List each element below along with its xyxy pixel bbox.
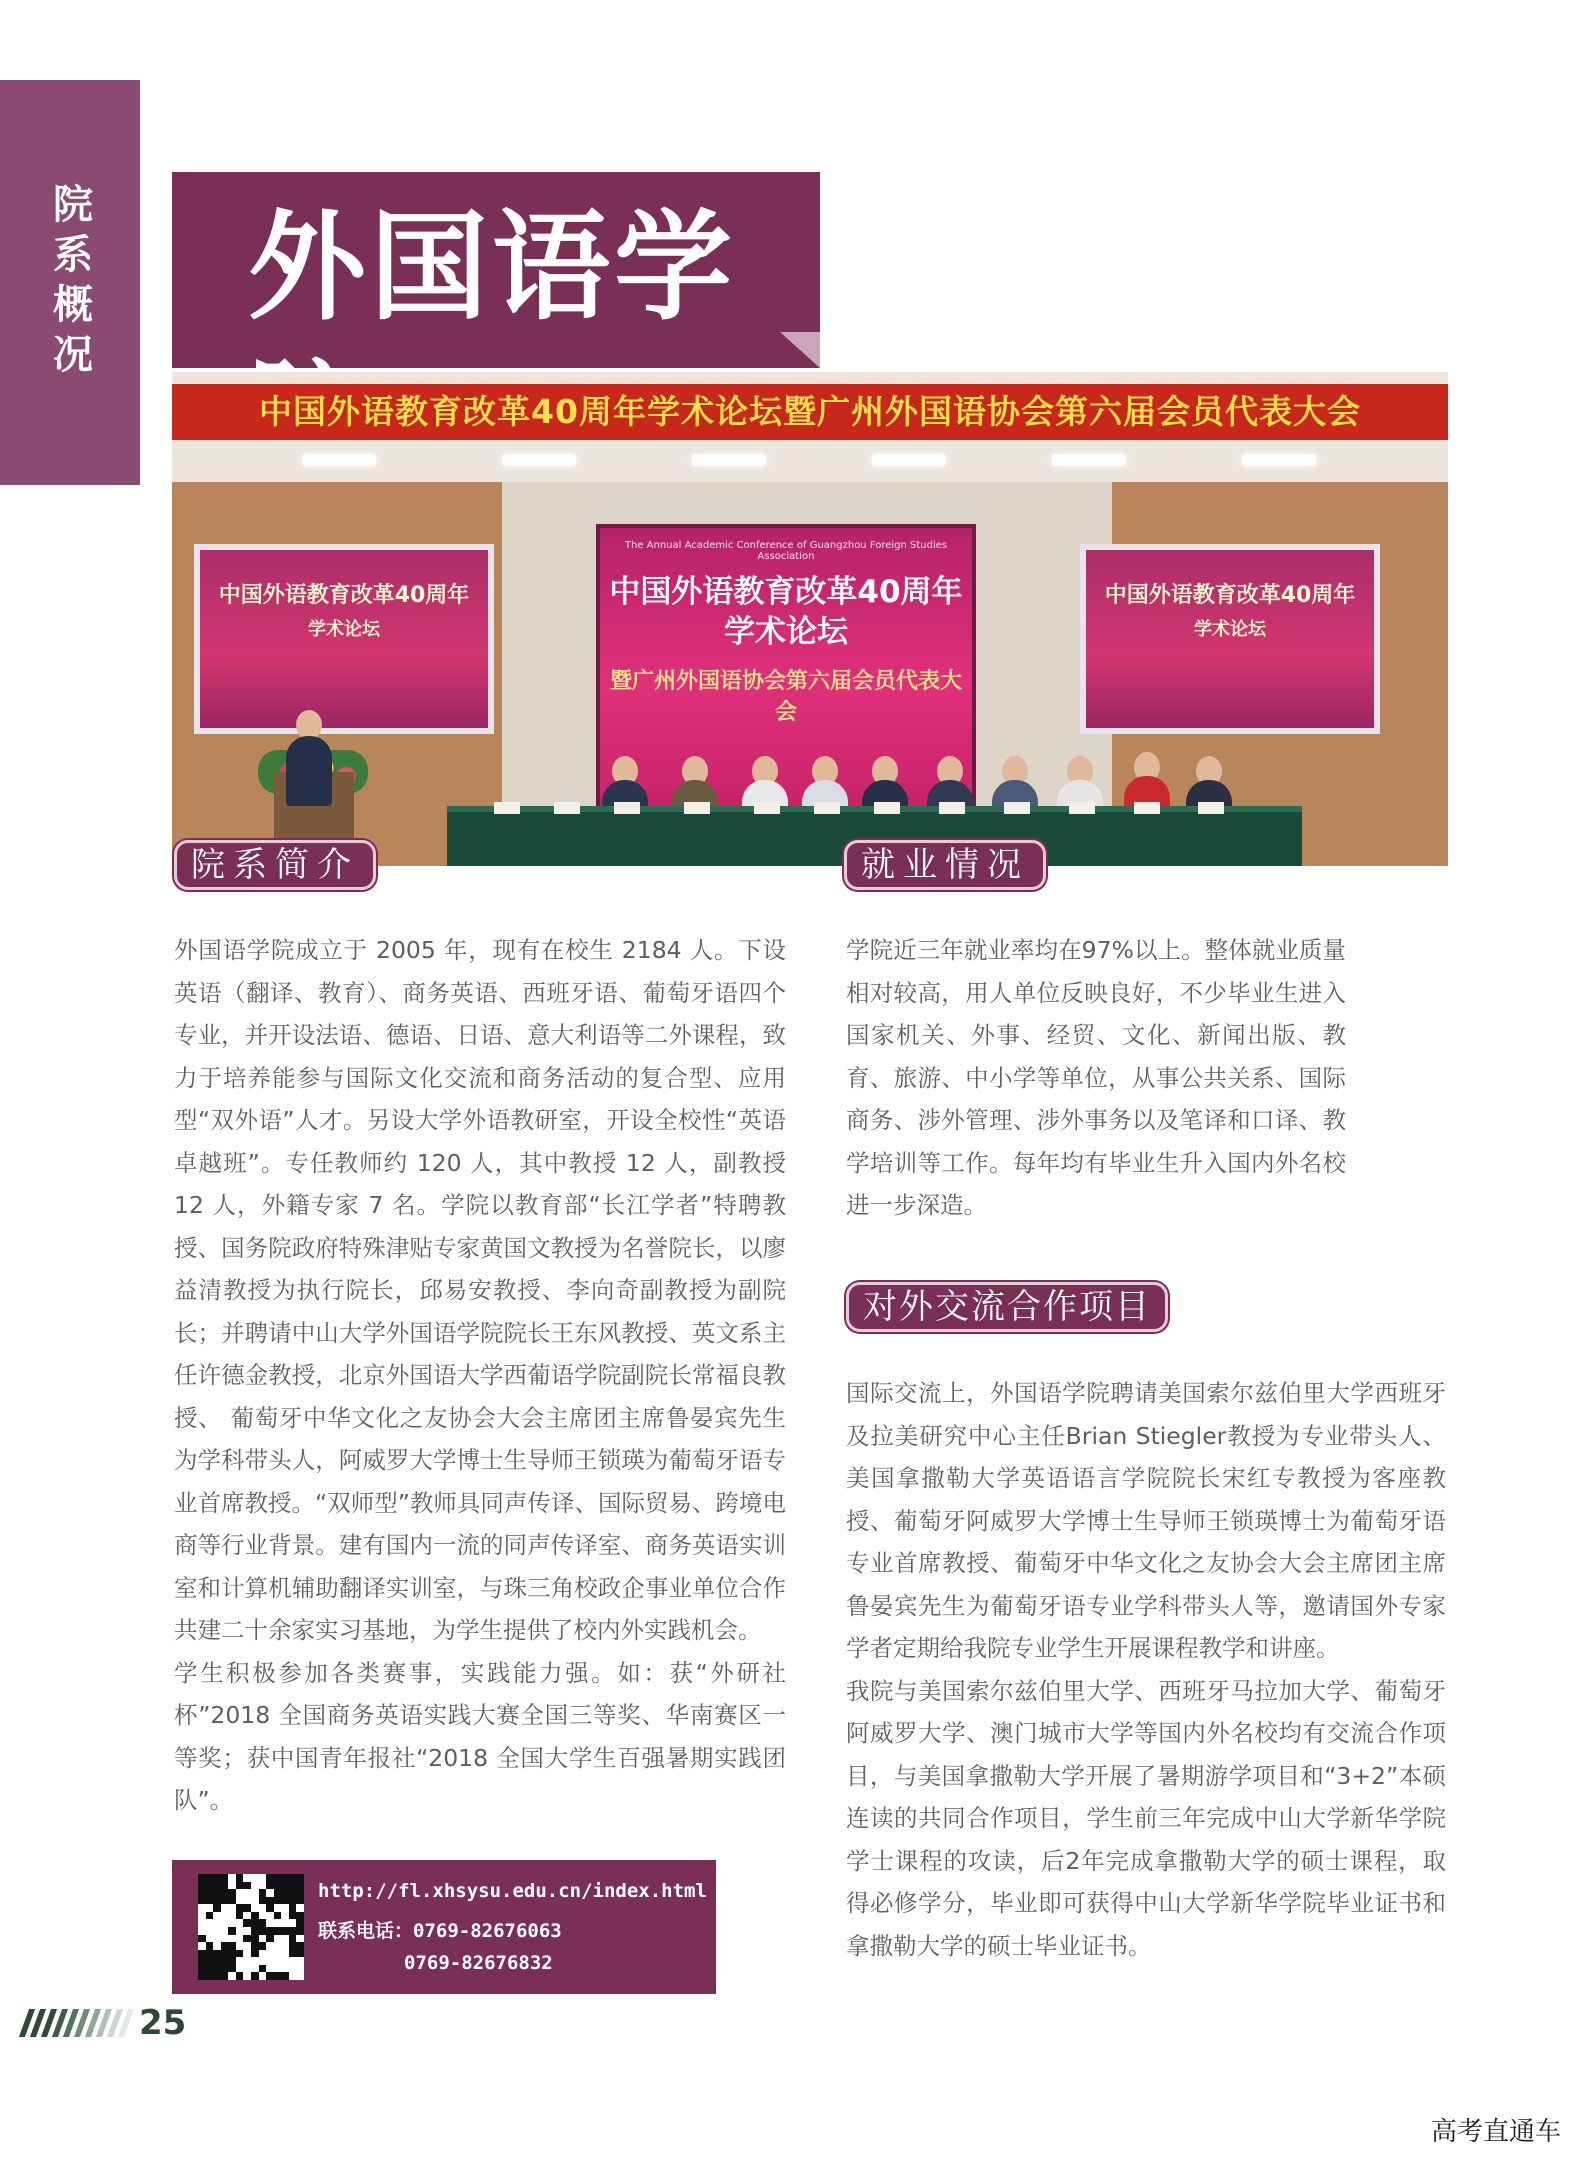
side-screen-line1: 中国外语教育改革40周年: [218, 583, 470, 608]
qr-module: [281, 1950, 289, 1958]
qr-module: [236, 1919, 244, 1927]
exchange-paragraph-1: 国际交流上，外国语学院聘请美国索尔兹伯里大学西班牙及拉美研究中心主任Brian Stiegler教授为专业带头人、美国拿撒勒大学英语语言学院院长宋红专教授为客座教授、葡萄牙阿威罗大学博士生导师王锁瑛博士为葡萄牙语专业首席教授、葡萄牙中华文化之友协会大会主席团主席鲁晏宾先生为葡萄牙语专业学科带头人等，邀请国外专家学者定期给我院专业学生开展课程教学和讲座。: [846, 1379, 1446, 1662]
qr-module: [213, 1972, 221, 1980]
ceiling-light: [872, 454, 946, 466]
ceiling-light: [692, 454, 766, 466]
side-screen-line2: 学术论坛: [1194, 619, 1266, 640]
side-screen-left: [194, 544, 494, 734]
qr-module: [221, 1965, 229, 1973]
qr-module: [289, 1882, 297, 1890]
qr-module: [266, 1882, 274, 1890]
qr-module: [236, 1935, 244, 1943]
qr-module: [259, 1897, 267, 1905]
qr-module: [296, 1912, 304, 1920]
qr-module: [228, 1912, 236, 1920]
nameplate: [1134, 802, 1160, 814]
side-screen-line2: 学术论坛: [308, 619, 380, 640]
qr-module: [213, 1897, 221, 1905]
main-screen-line3: 暨广州外国语协会第六届会员代表大会: [609, 669, 962, 725]
qr-module: [296, 1965, 304, 1973]
qr-module: [251, 1882, 259, 1890]
qr-module: [259, 1912, 267, 1920]
intro-heading: 院系简介: [174, 840, 376, 890]
nameplate: [554, 802, 580, 814]
qr-module: [206, 1882, 214, 1890]
qr-module: [198, 1912, 206, 1920]
qr-module: [243, 1897, 251, 1905]
qr-module: [221, 1882, 229, 1890]
qr-module: [198, 1927, 206, 1935]
exchange-body: [846, 1372, 1446, 1967]
qr-module: [221, 1942, 229, 1950]
qr-module: [296, 1882, 304, 1890]
qr-module: [274, 1904, 282, 1912]
qr-module: [206, 1965, 214, 1973]
qr-module: [206, 1889, 214, 1897]
qr-module: [274, 1874, 282, 1882]
qr-module: [206, 1972, 214, 1980]
qr-module: [289, 1950, 297, 1958]
qr-module: [281, 1897, 289, 1905]
qr-module: [259, 1957, 267, 1965]
qr-module: [266, 1935, 274, 1943]
speaker: [286, 736, 332, 806]
qr-module: [213, 1912, 221, 1920]
qr-module: [236, 1950, 244, 1958]
qr-module: [266, 1919, 274, 1927]
qr-module: [213, 1882, 221, 1890]
qr-module: [281, 1912, 289, 1920]
qr-module: [266, 1972, 274, 1980]
qr-module: [221, 1874, 229, 1882]
qr-module: [259, 1904, 267, 1912]
qr-module: [198, 1957, 206, 1965]
qr-module: [259, 1942, 267, 1950]
qr-module: [289, 1912, 297, 1920]
qr-module: [296, 1919, 304, 1927]
qr-module: [266, 1965, 274, 1973]
qr-module: [289, 1957, 297, 1965]
qr-module: [198, 1897, 206, 1905]
page-title: 外国语学: [248, 197, 737, 336]
qr-module: [228, 1950, 236, 1958]
qr-module: [243, 1935, 251, 1943]
qr-module: [198, 1874, 206, 1882]
qr-module: [198, 1889, 206, 1897]
qr-module: [206, 1935, 214, 1943]
qr-module: [296, 1935, 304, 1943]
nameplate: [874, 802, 900, 814]
qr-module: [251, 1889, 259, 1897]
qr-module: [236, 1882, 244, 1890]
qr-module: [251, 1950, 259, 1958]
qr-module: [274, 1942, 282, 1950]
qr-module: [221, 1897, 229, 1905]
nameplate: [754, 802, 780, 814]
qr-module: [221, 1927, 229, 1935]
qr-module: [259, 1972, 267, 1980]
qr-module: [281, 1957, 289, 1965]
qr-module: [296, 1950, 304, 1958]
qr-module: [198, 1950, 206, 1958]
qr-module: [236, 1897, 244, 1905]
qr-module: [198, 1935, 206, 1943]
qr-module: [251, 1957, 259, 1965]
qr-module: [274, 1950, 282, 1958]
phone-line: 联系电话：0769-82676063: [318, 1920, 562, 1942]
qr-module: [206, 1957, 214, 1965]
qr-module: [281, 1919, 289, 1927]
qr-module: [296, 1957, 304, 1965]
watermark: 高考直通车: [1430, 2117, 1561, 2147]
qr-module: [274, 1882, 282, 1890]
qr-module: [221, 1935, 229, 1943]
qr-module: [243, 1882, 251, 1890]
qr-module: [281, 1935, 289, 1943]
ceiling-light: [1052, 454, 1126, 466]
qr-module: [281, 1882, 289, 1890]
photo-banner: 中国外语教育改革40周年学术论坛暨广州外国语协会第六届会员代表大会: [172, 384, 1448, 440]
qr-module: [274, 1919, 282, 1927]
qr-module: [274, 1965, 282, 1973]
main-screen-english: The Annual Academic Conference of Guangzhou Foreign Studies Association: [624, 540, 948, 562]
phone-line-2: 0769-82676832: [404, 1952, 553, 1974]
qr-module: [221, 1957, 229, 1965]
main-screen-line2: 学术论坛: [724, 614, 848, 650]
qr-module: [266, 1912, 274, 1920]
qr-module: [228, 1942, 236, 1950]
qr-module: [266, 1942, 274, 1950]
qr-module: [296, 1972, 304, 1980]
exchange-heading: 对外交流合作项目: [846, 1282, 1168, 1332]
intro-paragraph-2: 学生积极参加各类赛事，实践能力强。如：获“外研社杯”2018 全国商务英语实践大赛全国三等奖、华南赛区一等奖；获中国青年报社“2018 全国大学生百强暑期实践团队”。: [174, 1658, 786, 1814]
qr-module: [289, 1904, 297, 1912]
qr-module: [274, 1897, 282, 1905]
page-number: 25: [139, 2003, 187, 2043]
qr-module: [259, 1882, 267, 1890]
nameplate: [939, 802, 965, 814]
qr-module: [259, 1889, 267, 1897]
intro-paragraph-1: 外国语学院成立于 2005 年，现有在校生 2184 人。下设英语（翻译、教育）、商务英语、西班牙语、葡萄牙语四个专业，并开设法语、德语、日语、意大利语等二外课程，致力于培养能参与国际文化交流和商务活动的复合型、应用型“双外语”人才。另设大学外语教研室，开设全校性“英语卓越班”。专任教师约 120 人，其中教授 12 人，副教授 12 人，外籍专家 7 名。学院以教育部“长江学者”特聘教授、国务院政府特殊津贴专家黄国文教授为名誉院长，以廖益清教授为执行院长，邱易安教授、李向奇副教授为副院长；并聘请中山大学外国语学院院长王东风教授、英文系主任许德金教授，北京外国语大学西葡语学院副院长常福良教授、 葡萄牙中华文化之友协会大会主席团主席鲁晏宾先生为学科带头人，阿威罗大学博士生导师王锁瑛为葡萄牙语专业首席教授。“双师型”教师具同声传译、国际贸易、跨境电商等行业背景。建有国内一流的同声传译室、商务英语实训室和计算机辅助翻译实训室，与珠三角校政企事业单位合作共建二十余家实习基地，为学生提供了校内外实践机会。: [174, 936, 786, 1644]
qr-module: [213, 1904, 221, 1912]
intro-body: [174, 929, 786, 1822]
qr-module: [259, 1874, 267, 1882]
qr-module: [243, 1927, 251, 1935]
qr-module: [206, 1927, 214, 1935]
qr-module: [236, 1874, 244, 1882]
qr-module: [198, 1972, 206, 1980]
qr-module: [281, 1874, 289, 1882]
qr-module: [289, 1927, 297, 1935]
qr-module: [236, 1912, 244, 1920]
qr-module: [213, 1889, 221, 1897]
qr-module: [206, 1904, 214, 1912]
qr-module: [281, 1904, 289, 1912]
qr-module: [266, 1897, 274, 1905]
qr-module: [243, 1904, 251, 1912]
title-fold-corner: [780, 332, 820, 368]
qr-module: [206, 1919, 214, 1927]
qr-module: [289, 1965, 297, 1973]
employment-body: [846, 929, 1346, 1227]
employment-paragraph: 学院近三年就业率均在97%以上。整体就业质量相对较高，用人单位反映良好，不少毕业生进入国家机关、外事、经贸、文化、新闻出版、教育、旅游、中小学等单位，从事公共关系、国际商务、涉外管理、涉外事务以及笔译和口译、教学培训等工作。每年均有毕业生升入国内外名校进一步深造。: [846, 936, 1346, 1219]
qr-module: [228, 1919, 236, 1927]
qr-module: [228, 1957, 236, 1965]
qr-module: [251, 1897, 259, 1905]
qr-module: [251, 1942, 259, 1950]
qr-module: [206, 1897, 214, 1905]
page-footer: [24, 2005, 186, 2041]
qr-module: [274, 1972, 282, 1980]
qr-module: [296, 1942, 304, 1950]
qr-module: [213, 1935, 221, 1943]
qr-module: [251, 1919, 259, 1927]
qr-module: [266, 1874, 274, 1882]
qr-module: [259, 1919, 267, 1927]
qr-module: [213, 1919, 221, 1927]
qr-module: [259, 1927, 267, 1935]
qr-module: [243, 1950, 251, 1958]
qr-module: [251, 1912, 259, 1920]
qr-module: [206, 1874, 214, 1882]
qr-module: [289, 1942, 297, 1950]
qr-module: [274, 1912, 282, 1920]
qr-module: [206, 1912, 214, 1920]
qr-module: [213, 1874, 221, 1882]
qr-module: [198, 1919, 206, 1927]
qr-module: [228, 1965, 236, 1973]
qr-module: [236, 1965, 244, 1973]
qr-module: [198, 1965, 206, 1973]
qr-module: [228, 1972, 236, 1980]
qr-module: [236, 1942, 244, 1950]
conference-photo: [172, 372, 1448, 866]
qr-module: [221, 1912, 229, 1920]
section-tab-label: 院系概况: [46, 182, 94, 383]
qr-module: [289, 1897, 297, 1905]
qr-module: [243, 1965, 251, 1973]
title-banner: [172, 172, 820, 368]
qr-module: [266, 1904, 274, 1912]
qr-module: [259, 1935, 267, 1943]
employment-heading: 就业情况: [844, 840, 1046, 890]
qr-module: [274, 1957, 282, 1965]
qr-module: [281, 1972, 289, 1980]
qr-module: [274, 1889, 282, 1897]
side-screen-right: [1080, 544, 1380, 734]
qr-module: [289, 1874, 297, 1882]
qr-module: [251, 1904, 259, 1912]
qr-module: [221, 1950, 229, 1958]
qr-module: [236, 1972, 244, 1980]
qr-module: [213, 1927, 221, 1935]
qr-module: [289, 1972, 297, 1980]
qr-module: [198, 1882, 206, 1890]
qr-module: [236, 1889, 244, 1897]
qr-module: [221, 1972, 229, 1980]
qr-module: [243, 1942, 251, 1950]
qr-module: [221, 1889, 229, 1897]
section-tab: [0, 80, 140, 485]
qr-module: [206, 1950, 214, 1958]
qr-module: [274, 1927, 282, 1935]
qr-module: [251, 1874, 259, 1882]
nameplate: [684, 802, 710, 814]
qr-module: [228, 1935, 236, 1943]
nameplate: [1198, 802, 1224, 814]
qr-module: [243, 1912, 251, 1920]
nameplate: [1004, 802, 1030, 814]
nameplate: [614, 802, 640, 814]
qr-module: [213, 1942, 221, 1950]
contact-box: [172, 1860, 716, 1994]
qr-module: [289, 1919, 297, 1927]
main-screen-line1: 中国外语教育改革40周年: [609, 574, 963, 610]
qr-module: [266, 1950, 274, 1958]
qr-module: [266, 1927, 274, 1935]
qr-module: [228, 1897, 236, 1905]
qr-module: [198, 1904, 206, 1912]
qr-module: [198, 1942, 206, 1950]
qr-module: [251, 1927, 259, 1935]
qr-module: [243, 1919, 251, 1927]
qr-module: [296, 1904, 304, 1912]
qr-module: [213, 1950, 221, 1958]
qr-module: [236, 1957, 244, 1965]
qr-module: [266, 1889, 274, 1897]
qr-module: [289, 1889, 297, 1897]
qr-module: [228, 1904, 236, 1912]
exchange-paragraph-2: 我院与美国索尔兹伯里大学、西班牙马拉加大学、葡萄牙阿威罗大学、澳门城市大学等国内外名校均有交流合作项目，与美国拿撒勒大学开展了暑期游学项目和“3+2”本硕连读的共同合作项目，学生前三年完成中山大学新华学院学士课程的攻读，后2年完成拿撒勒大学的硕士课程，取得必修学分，毕业即可获得中山大学新华学院毕业证书和拿撒勒大学的硕士毕业证书。: [846, 1676, 1446, 1960]
main-screen: [596, 524, 976, 810]
qr-module: [206, 1942, 214, 1950]
qr-module: [296, 1897, 304, 1905]
qr-module: [281, 1942, 289, 1950]
nameplate: [814, 802, 840, 814]
qr-module: [251, 1965, 259, 1973]
qr-module: [243, 1972, 251, 1980]
nameplate: [494, 802, 520, 814]
qr-module: [251, 1972, 259, 1980]
qr-module: [228, 1927, 236, 1935]
footer-stripes: [24, 2009, 129, 2037]
qr-module: [281, 1965, 289, 1973]
qr-module: [266, 1957, 274, 1965]
qr-module: [236, 1904, 244, 1912]
qr-module: [289, 1935, 297, 1943]
website-url[interactable]: http://fl.xhsysu.edu.cn/index.html: [318, 1880, 707, 1902]
ceiling-light: [302, 454, 376, 466]
qr-module: [213, 1957, 221, 1965]
qr-code[interactable]: [198, 1874, 304, 1980]
qr-module: [221, 1919, 229, 1927]
qr-module: [236, 1927, 244, 1935]
qr-module: [251, 1935, 259, 1943]
qr-module: [296, 1927, 304, 1935]
qr-module: [281, 1927, 289, 1935]
qr-module: [281, 1889, 289, 1897]
ceiling-light: [1242, 454, 1316, 466]
qr-module: [228, 1874, 236, 1882]
qr-module: [228, 1882, 236, 1890]
qr-module: [243, 1957, 251, 1965]
ceiling-light: [502, 454, 576, 466]
qr-module: [243, 1874, 251, 1882]
side-screen-line1: 中国外语教育改革40周年: [1104, 583, 1356, 608]
qr-module: [243, 1889, 251, 1897]
qr-module: [259, 1950, 267, 1958]
qr-module: [296, 1889, 304, 1897]
qr-module: [259, 1965, 267, 1973]
qr-module: [274, 1935, 282, 1943]
nameplate: [1069, 802, 1095, 814]
qr-module: [213, 1965, 221, 1973]
qr-module: [221, 1904, 229, 1912]
qr-module: [296, 1874, 304, 1882]
qr-module: [228, 1889, 236, 1897]
